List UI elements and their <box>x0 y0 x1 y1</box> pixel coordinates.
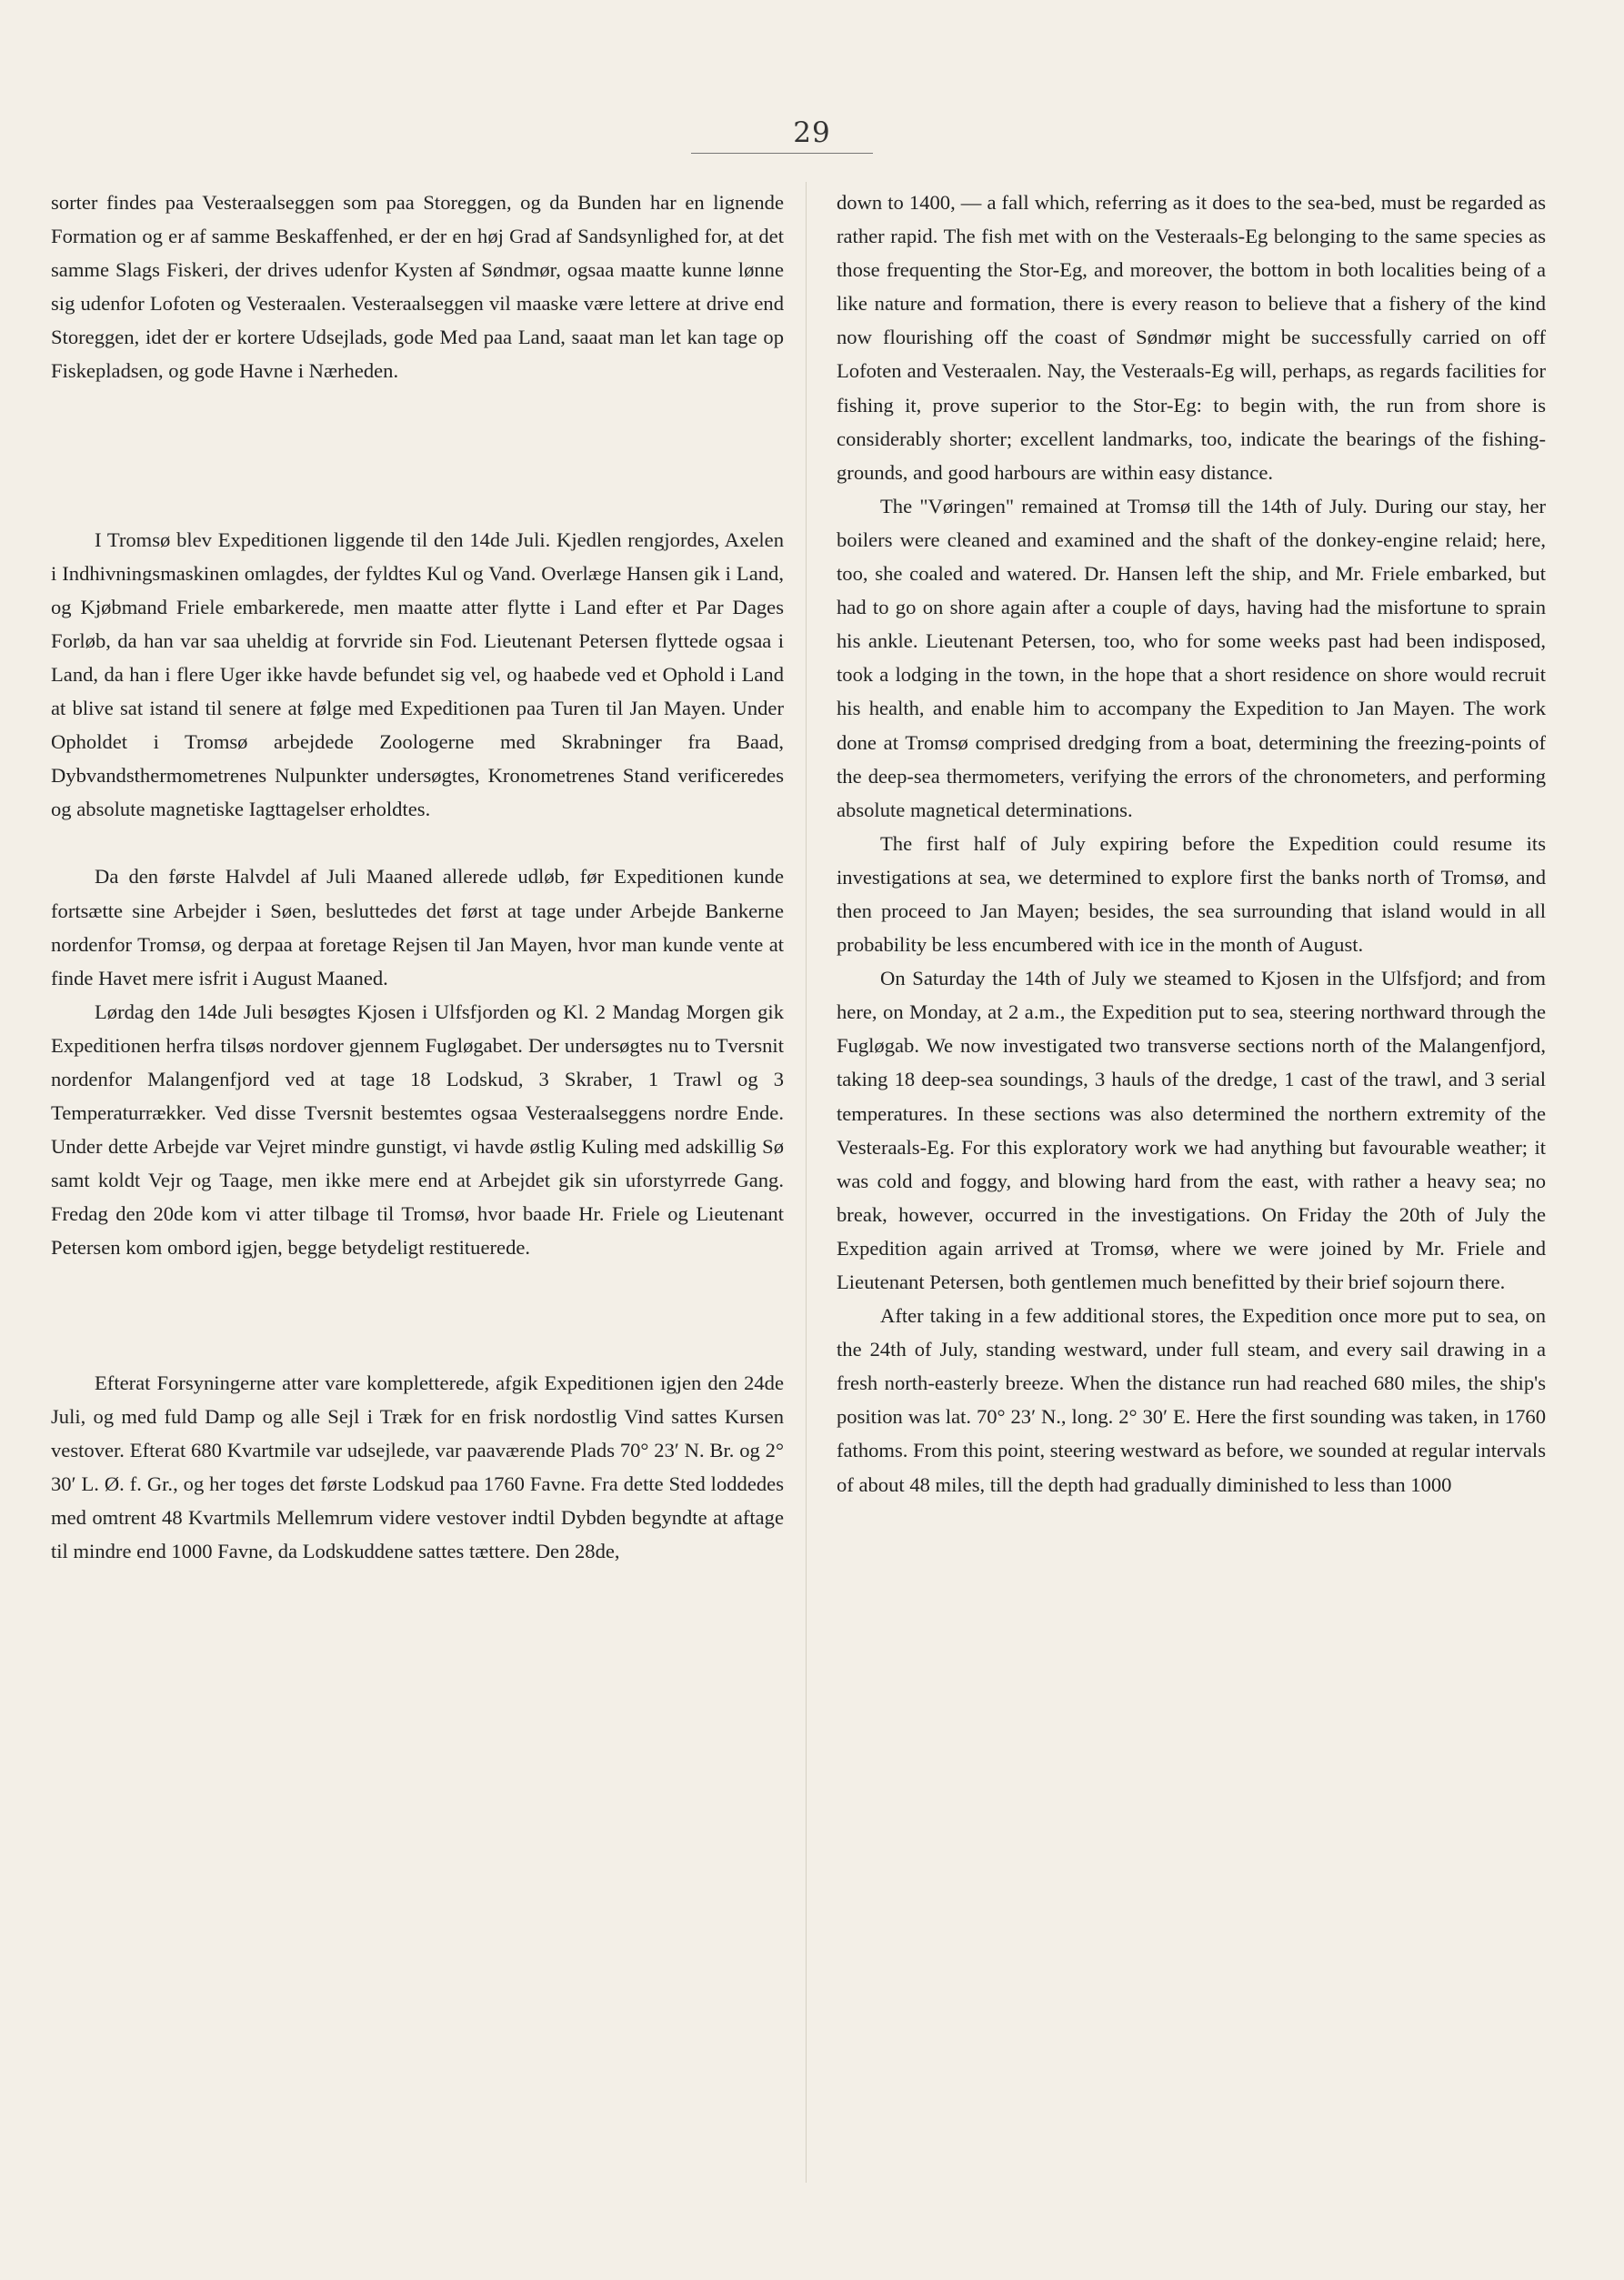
header-rule <box>691 153 873 154</box>
left-paragraph-3: Da den første Halvdel af Juli Maaned allerede udløb, før Expeditionen kunde fortsætte sine Arbejder i Søen, besluttedes det først at tage under Arbejde Bankerne nordenfor Tromsø, og derpaa at foretage Rejsen til Jan Mayen, hvor man kunde vente at finde Havet mere isfrit i August Maaned. <box>51 865 784 989</box>
left-paragraph-2: I Tromsø blev Expeditionen liggende til den 14de Juli. Kjedlen rengjordes, Axelen i Indhivningsmaskinen omlagdes, der fyldtes Kul og Vand. Overlæge Hansen gik i Land, og Kjøbmand Friele embarkerede, men maatte atter flytte i Land efter et Par Dages Forløb, da han var saa uheldig at forvride sin Fod. Lieutenant Petersen flyttede ogsaa i Land, da han i flere Uger ikke havde befundet sig vel, og haabede ved et Ophold i Land at blive sat istand til senere at følge med Expeditionen paa Turen til Jan Mayen. Under Opholdet i Tromsø arbejdede Zoologerne med Skrabninger fra Baad, Dybvandsthermometrenes Nulpunkter undersøgtes, Kronometrenes Stand verificeredes og absolute magnetiske Iagttagelser erholdtes. <box>51 527 784 821</box>
page-number: 29 <box>793 116 831 149</box>
left-paragraph-1: sorter findes paa Vesteraalseggen som paa Storeggen, og da Bunden har en lignende Formation og er af samme Beskaffenhed, er der en høj Grad af Sandsynlighed for, at det samme Slags Fiskeri, der drives udenfor Kysten af Søndmør, ogsaa maatte kunne lønne sig udenfor Lofoten og Vesteraalen. Vesteraalseggen vil maaske være lettere at drive end Storeggen, idet der er kortere Udsejlads, gode Med paa Land, saaat man let kan tage op Fiskepladsen, og gode Havne i Nærheden. <box>51 191 784 383</box>
right-paragraph-5: After taking in a few additional stores, the Expedition once more put to sea, on the 24th of July, standing westward, under full steam, and every sail drawing in a fresh north-easterly breeze. When the distance run had reached 680 miles, the ship's position was lat. 70° 23′ N., long. 2° 30′ E. Here the first sounding was taken, in 1760 fathoms. From this point, steering westward as before, we sounded at regular intervals of about 48 miles, till the depth had gradually diminished to less than 1000 <box>837 1304 1546 1496</box>
left-paragraph-4: Lørdag den 14de Juli besøgtes Kjosen i Ulfsfjorden og Kl. 2 Mandag Morgen gik Expeditionen herfra tilsøs nordover gjennem Fugløgabet. Der undersøgtes nu to Tversnit nordenfor Malangenfjord ved at tage 18 Lodskud, 3 Skraber, 1 Trawl og 3 Temperaturrækker. Ved disse Tversnit bestemtes ogsaa Vesteraalseggens nordre Ende. Under dette Arbejde var Vejret mindre gunstigt, vi havde østlig Kuling med adskillig Sø samt koldt Vejr og Taage, men ikke mere end at Arbejdet gik sin uforstyrrede Gang. Fredag den 20de kom vi atter tilbage til Tromsø, hvor baade Hr. Friele og Lieutenant Petersen kom ombord igjen, begge betydeligt restituerede. <box>51 999 784 1260</box>
right-paragraph-1: down to 1400, — a fall which, referring as it does to the sea-bed, must be regarded as rather rapid. The fish met with on the Vesteraals-Eg belonging to the same species as those frequenting the Stor-Eg, and moreover, the bottom in both localities being of a like nature and formation, there is every reason to believe that a fishery of the kind now flourishing off the coast of Søndmør might be successfully carried on off Lofoten and Vesteraalen. Nay, the Vesteraals-Eg will, perhaps, as regards facilities for fishing it, prove superior to the Stor-Eg: to begin with, the run from shore is considerably shorter; excellent landmarks, too, indicate the bearings of the fishing-grounds, and good harbours are within easy distance. <box>837 191 1546 484</box>
right-paragraph-2: The "Vøringen" remained at Tromsø till the 14th of July. During our stay, her boilers were cleaned and examined and the shaft of the donkey-engine relaid; here, too, she coaled and watered. Dr. Hansen left the ship, and Mr. Friele embarked, but had to go on shore again after a couple of days, having had the misfortune to sprain his ankle. Lieutenant Petersen, too, who for some weeks past had been indisposed, took a lodging in the town, in the hope that a short residence on shore would recruit his health, and enable him to accompany the Expedition to Jan Mayen. The work done at Tromsø comprised dredging from a boat, determining the freezing-points of the deep-sea thermometers, verifying the errors of the chronometers, and performing absolute magnetical determinations. <box>837 494 1546 821</box>
left-column-danish <box>51 186 784 1568</box>
column-divider <box>806 182 807 2183</box>
right-paragraph-4: On Saturday the 14th of July we steamed to Kjosen in the Ulfsfjord; and from here, on Monday, at 2 a.m., the Expedition put to sea, steering northward through the Fugløgab. We now investigated two transverse sections north of the Malangenfjord, taking 18 deep-sea soundings, 3 hauls of the dredge, 1 cast of the trawl, and 3 serial temperatures. In these sections was also determined the northern extremity of the Vesteraals-Eg. For this exploratory work we had anything but favourable weather; it was cold and foggy, and blowing hard from the east, with rather a heavy sea; no break, however, occurred in the investigations. On Friday the 20th of July the Expedition again arrived at Tromsø, where we were joined by Mr. Friele and Lieutenant Petersen, both gentlemen much benefitted by their brief sojourn there. <box>837 967 1546 1293</box>
right-paragraph-3: The first half of July expiring before the Expedition could resume its investigations at sea, we determined to explore first the banks north of Tromsø, and then proceed to Jan Mayen; besides, the sea surrounding that island would in all probability be less encumbered with ice in the month of August. <box>837 831 1546 957</box>
left-paragraph-5: Efterat Forsyningerne atter vare kompletterede, afgik Expeditionen igjen den 24de Juli, og med fuld Damp og alle Sejl i Træk for en frisk nordostlig Vind sattes Kursen vestover. Efterat 680 Kvartmile var udsejlede, var paaværende Plads 70° 23′ N. Br. og 2° 30′ L. Ø. f. Gr., og her toges det første Lodskud paa 1760 Favne. Fra dette Sted loddedes med omtrent 48 Kvartmils Mellemrum videre vestover indtil Dybden begyndte at aftage til mindre end 1000 Favne, da Lodskuddene sattes tættere. Den 28de, <box>51 1371 784 1562</box>
right-column-english <box>837 186 1546 1502</box>
